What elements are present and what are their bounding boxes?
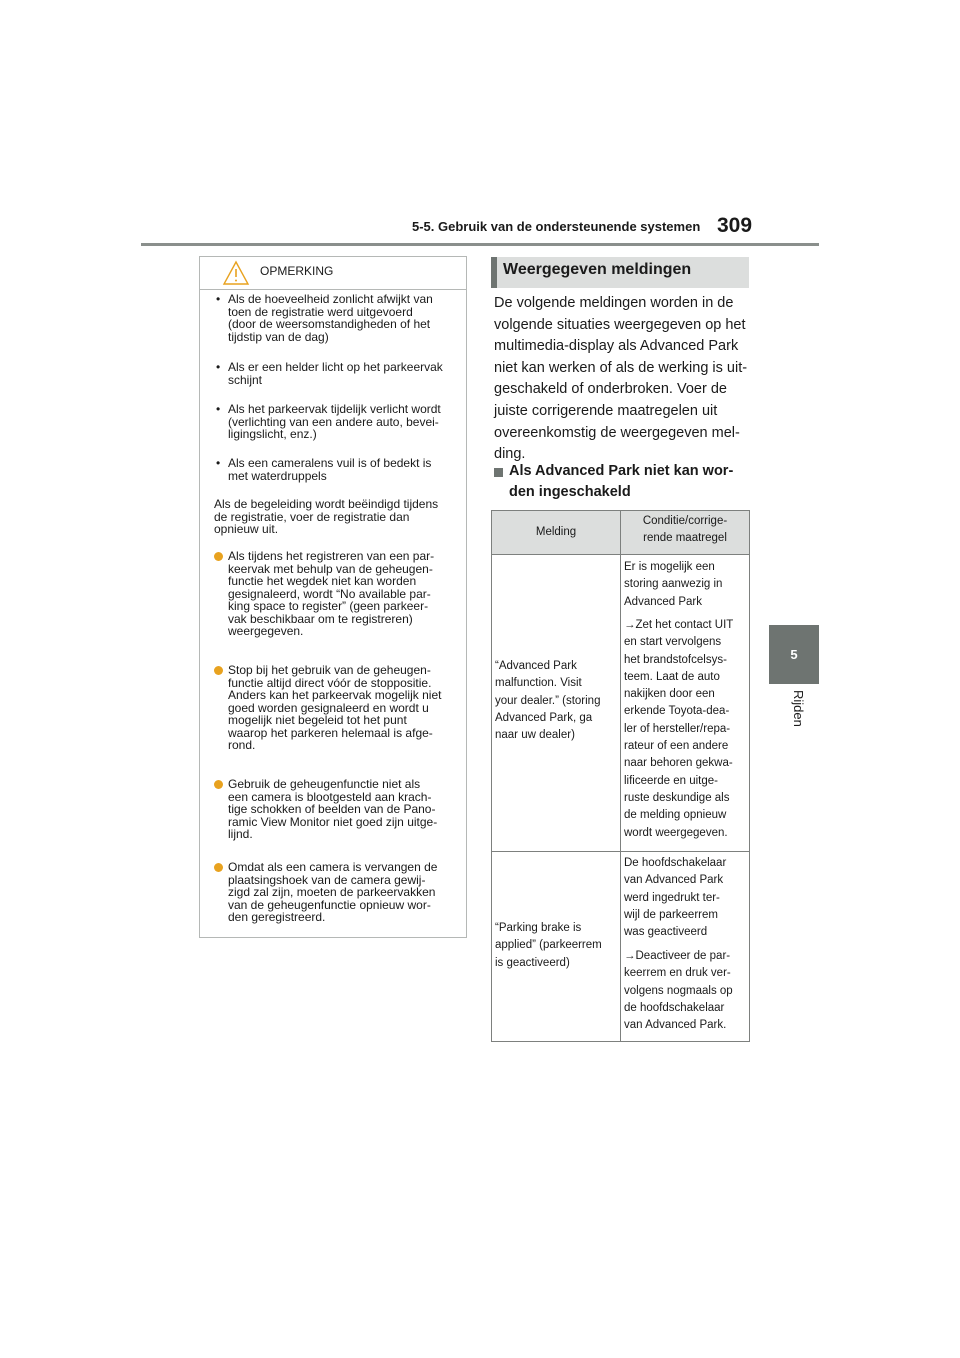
table-row-divider <box>491 851 750 852</box>
subheading: Als Advanced Park niet kan wor- den ingeschakeld <box>509 463 734 500</box>
subheading-square-icon <box>494 468 503 477</box>
bullet-dot-icon <box>214 780 223 789</box>
table-cell-condition: De hoofdschakelaar van Advanced Park werd ingedrukt ter- wijl de parkeerrem was geactiveerd <box>624 857 727 939</box>
bullet-dot-icon <box>214 552 223 561</box>
note-bullet: • Als de hoeveelheid zonlicht afwijkt van toen de registratie werd uitgevoerd (door de weersomstandigheden of het tijdstip van de dag) <box>216 293 464 318</box>
note-item <box>214 663 464 752</box>
table-header-message: Melding <box>535 526 577 538</box>
note-bullet-text: Als er een helder licht op het parkeervak schijnt <box>228 360 443 387</box>
intro-paragraph: De volgende meldingen worden in de volgende situaties weergegeven op het multimedia-display als Advanced Park niet kan werken of als de werking is uit- geschakeld of onderbroken. Voer de juiste corrigerende maatregelen uit overeenkomstig de weergegeven mel- ding. <box>494 295 748 463</box>
note-bullet-text: Als de hoeveelheid zonlicht afwijkt van toen de registratie werd uitgevoerd (door de weersomstandigheden of het tijdstip van de dag) <box>228 292 433 344</box>
table-header-condition: Conditie/corrige- rende maatregel <box>642 515 728 545</box>
note-item-text: Gebruik de geheugenfunctie niet als een camera is blootgesteld aan krach- tige schokken of beelden van de Pano- ramic View Monitor niet goed zijn uitge- lijnd. <box>228 777 438 841</box>
table-cell-action: →Deactiveer de par- keerrem en druk ver- volgens nogmaals op de hoofdschakelaar van Advanced Park. <box>624 950 733 1032</box>
note-bullet: • Als een cameralens vuil is of bedekt is met waterdruppels <box>216 457 464 482</box>
note-bullet: • Als het parkeervak tijdelijk verlicht wordt (verlichting van een andere auto, bevei- ligingslicht, enz.) <box>216 403 464 428</box>
note-title: OPMERKING <box>260 264 334 278</box>
note-item-text: Als tijdens het registreren van een par- keervak met behulp van de geheugen- functie het wegdek niet kan worden gesignaleerd, wordt “No available par- king space to register” (geen parkeer- vak beschikbaar om te registreren) weergegeven. <box>228 549 435 638</box>
note-item <box>214 549 464 638</box>
page-number: 309 <box>717 214 753 237</box>
header-rule <box>141 243 819 246</box>
table-column-divider <box>620 510 621 1042</box>
note-item <box>214 860 464 924</box>
table-cell-message: “Advanced Park malfunction. Visit your dealer.” (storing Advanced Park, ga naar uw dealer) <box>495 660 601 742</box>
section-title: Weergegeven meldingen <box>503 261 692 278</box>
running-header-section: 5-5. Gebruik van de ondersteunende systemen <box>412 219 701 234</box>
note-item-text: Omdat als een camera is vervangen de plaatsingshoek van de camera gewij- zigd zal zijn, moeten de parkeervakken van de geheugenfunctie opnieuw wor- den geregistreerd. <box>228 860 438 924</box>
table-cell-message: “Parking brake is applied” (parkeerrem is geactiveerd) <box>495 922 602 969</box>
note-item-text: Stop bij het gebruik van de geheugen- functie altijd direct vóór de stoppositie. Anders kan het parkeervak mogelijk niet goed worden gesignaleerd en wordt u mogelijk niet begeleid tot het punt waarop het parkeren helemaal is afge- rond. <box>228 663 442 752</box>
chapter-number: 5 <box>790 647 798 662</box>
note-item <box>214 777 464 841</box>
table-cell-action: →Zet het contact UIT en start vervolgens het brandstofcelsys- teem. Laat de auto nakijken door een erkende Toyota-dea- ler of hersteller/repa- rateur of een andere naar behoren gekwa- lificeerde en uitge- ruste deskundige als de melding opnieuw wordt weergegeven. <box>624 619 734 839</box>
note-bullet: • Als er een helder licht op het parkeervak schijnt <box>216 361 464 386</box>
chapter-tab <box>769 625 819 684</box>
bullet-dot-icon <box>214 666 223 675</box>
note-bullet-text: Als het parkeervak tijdelijk verlicht wordt (verlichting van een andere auto, bevei- ligingslicht, enz.) <box>228 402 441 441</box>
chapter-label: Rijden <box>791 690 806 727</box>
table-row-divider <box>491 554 750 555</box>
bullet-dot-icon <box>214 863 223 872</box>
note-bullet-text: Als een cameralens vuil is of bedekt is met waterdruppels <box>228 456 432 483</box>
warning-triangle-icon <box>222 260 250 286</box>
note-paragraph: Als de begeleiding wordt beëindigd tijdens de registratie, voer de registratie dan opnieuw uit. <box>214 497 439 536</box>
table-cell-condition: Er is mogelijk een storing aanwezig in Advanced Park <box>624 561 723 608</box>
